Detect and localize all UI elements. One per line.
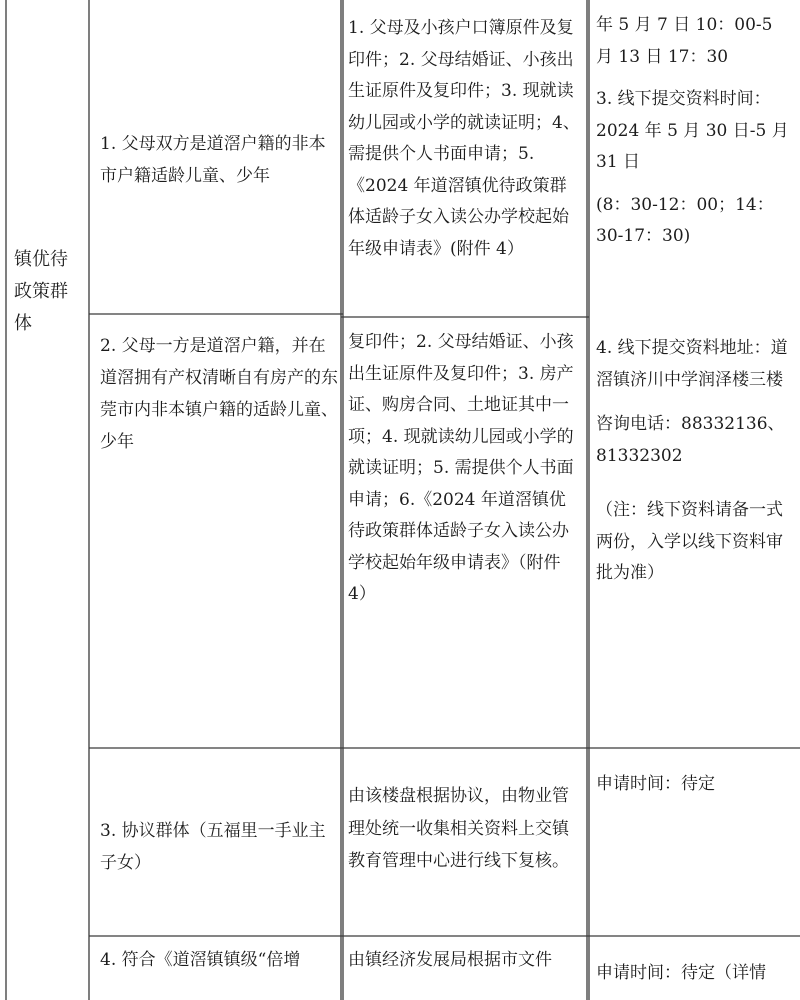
offline-time-heading: 3. 线下提交资料时间：2024 年 5 月 30 日-5 月 31 日 xyxy=(596,89,795,172)
category-cell-4 xyxy=(100,945,340,977)
online-period-text: 年 5 月 7 日 10：00-5 月 13 日 17：30 xyxy=(596,15,778,67)
category-cell-2 xyxy=(100,330,340,458)
materials-cell-4 xyxy=(348,945,582,977)
category-text-2: 2. 父母一方是道滘户籍，并在道滘拥有产权清晰自有房产的东莞市内非本镇户籍的适龄儿童、少年 xyxy=(100,336,338,452)
offline-hours-text: (8：30-12：00；14：30-17：30) xyxy=(596,194,774,246)
materials-cell-3 xyxy=(348,780,582,878)
group-label: 镇优待政策群体 xyxy=(14,249,68,334)
category-text-3: 3. 协议群体（五福里一手业主子女） xyxy=(100,821,326,873)
category-cell-1 xyxy=(100,128,340,192)
materials-text-4: 由镇经济发展局根据市文件 xyxy=(348,950,552,970)
category-text-4: 4. 符合《道滘镇镇级“倍增 xyxy=(100,950,301,970)
phone-text: 咨询电话：88332136、81332302 xyxy=(596,414,785,466)
offline-address-text: 4. 线下提交资料地址：道滘镇济川中学润泽楼三楼 xyxy=(596,338,788,390)
note-text: （注：线下资料请备一式两份，入学以线下资料审批为准） xyxy=(596,500,783,583)
group-label-cell xyxy=(14,244,76,340)
time-cell-4 xyxy=(596,958,792,990)
application-time-cell xyxy=(596,10,795,253)
materials-cell-2 xyxy=(348,327,582,611)
category-text-1: 1. 父母双方是道滘户籍的非本市户籍适龄儿童、少年 xyxy=(100,134,326,186)
materials-cell-1 xyxy=(348,13,582,265)
time-text-3: 申请时间：待定 xyxy=(596,774,715,794)
time-text-4: 申请时间：待定（详情 xyxy=(596,963,766,983)
materials-text-3: 由该楼盘根据协议，由物业管理处统一收集相关资料上交镇教育管理中心进行线下复核。 xyxy=(348,786,569,871)
materials-text-2: 复印件；2. 父母结婚证、小孩出生证原件及复印件；3. 房产证、购房合同、土地证其中一项；4. 现就读幼儿园或小学的就读证明；5. 需提供个人书面申请；6.《2024 年道滘镇优待政策群体适龄子女入读公办学校起始年级申请表》（附件 4） xyxy=(348,332,574,604)
materials-text-1: 1. 父母及小孩户口簿原件及复印件；2. 父母结婚证、小孩出生证原件及复印件；3. 现就读幼儿园或小学的就读证明；4、需提供个人书面申请；5.《2024 年道滘镇优待政策群体适龄子女入读公办学校起始年级申请表》(附件 4） xyxy=(348,18,580,259)
category-cell-3 xyxy=(100,815,340,879)
submission-info-cell xyxy=(596,333,792,590)
time-cell-3 xyxy=(596,769,792,801)
